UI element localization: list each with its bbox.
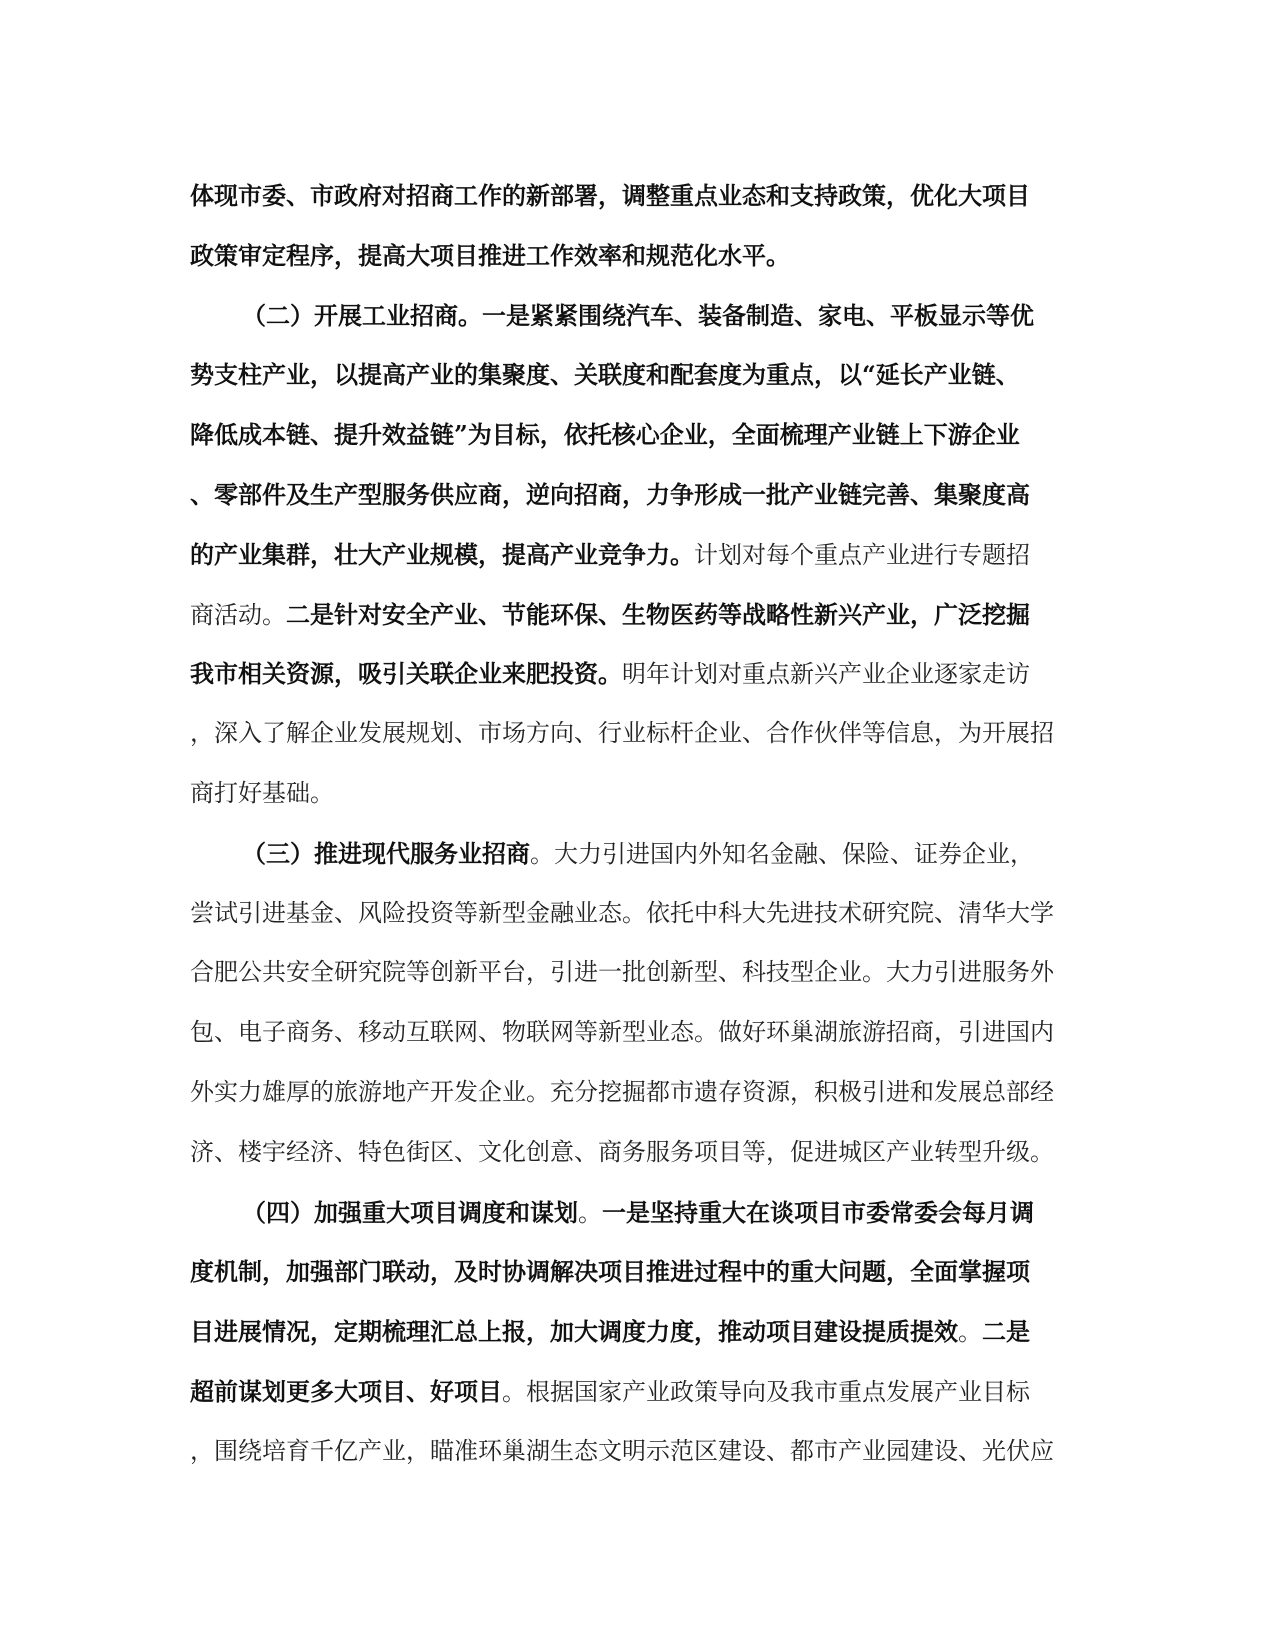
text-line [190,1422,1090,1482]
bold-text-segment: 势支柱产业，以提高产业的集聚度、关联度和配套度为重点，以“延长产业链、 [190,360,1020,390]
regular-text-segment: 明年计划对重点新兴产业企业逐家走访 [622,660,1030,689]
text-line [190,226,1090,286]
text-line [190,166,1090,226]
bold-text-segment: 降低成本链、提升效益链”为目标，依托核心企业，全面梳理产业链上下游企业 [190,420,1020,450]
text-line [190,824,1090,884]
bold-text-segment: 二是针对安全产业、节能环保、生物医药等战略性新兴产业，广泛挖掘 [286,599,1030,629]
bold-text-segment: 我市相关资源，吸引关联企业来肥投资。 [190,659,622,689]
text-line [190,525,1090,585]
text-line [190,1362,1090,1422]
text-line [190,345,1090,405]
text-line [190,704,1090,764]
text-line [190,1123,1090,1183]
bold-text-segment: 超前谋划更多大项目、好项目 [190,1376,502,1406]
text-line [190,943,1090,1003]
regular-text-segment: 包、电子商务、移动互联网、物联网等新型业态。做好环巢湖旅游招商，引进国内 [190,1018,1054,1047]
regular-text-segment: ，深入了解企业发展规划、市场方向、行业标杆企业、合作伙伴等信息，为开展招 [190,719,1054,748]
bold-text-segment: 目进展情况，定期梳理汇总上报，加大调度力度，推动项目建设提质提效 [190,1317,958,1347]
bold-text-segment: 、零部件及生产型服务供应商，逆向招商，力争形成一批产业链完善、集聚度高 [190,479,1030,509]
document-body [190,166,1090,1482]
regular-text-segment: 济、楼宇经济、特色街区、文化创意、商务服务项目等，促进城区产业转型升级。 [190,1137,1054,1166]
text-line [190,286,1090,346]
bold-text-segment: 度机制，加强部门联动，及时协调解决项目推进过程中的重大问题，全面掌握项 [190,1257,1030,1287]
bold-text-segment: （二）开展工业招商。一是紧紧围绕汽车、装备制造、家电、平板显示等优 [242,300,1034,330]
text-line [190,1183,1090,1243]
text-line [190,1003,1090,1063]
text-line [190,644,1090,704]
text-line [190,1242,1090,1302]
regular-text-segment: 商打好基础。 [190,778,334,807]
regular-text-segment: 尝试引进基金、风险投资等新型金融业态。依托中科大先进技术研究院、清华大学 [190,898,1054,927]
text-line [190,405,1090,465]
text-line [190,884,1090,944]
regular-text-segment: 商活动。 [190,600,286,629]
text-line [190,1302,1090,1362]
regular-text-segment: 。根据国家产业政策导向及我市重点发展产业目标 [502,1377,1030,1406]
regular-text-segment: 外实力雄厚的旅游地产开发企业。充分挖掘都市遗存资源，积极引进和发展总部经 [190,1077,1054,1106]
bold-text-segment: 二是 [982,1317,1030,1347]
bold-text-segment: 体现市委、市政府对招商工作的新部署，调整重点业态和支持政策，优化大项目 [190,181,1030,210]
regular-text-segment: 。 [958,1318,982,1347]
text-line [190,764,1090,824]
text-line [190,1063,1090,1123]
regular-text-segment: 。 [578,1198,602,1227]
text-line [190,465,1090,525]
regular-text-segment: 计划对每个重点产业进行专题招 [694,540,1030,569]
text-line [190,585,1090,645]
bold-text-segment: （三）推进现代服务业招商 [242,838,530,868]
bold-text-segment: 政策审定程序，提高大项目推进工作效率和规范化水平。 [190,240,790,270]
regular-text-segment: ，围绕培育千亿产业，瞄准环巢湖生态文明示范区建设、都市产业园建设、光伏应 [190,1436,1054,1465]
regular-text-segment: 。大力引进国内外知名金融、保险、证券企业， [530,839,1034,868]
regular-text-segment: 合肥公共安全研究院等创新平台，引进一批创新型、科技型企业。大力引进服务外 [190,958,1054,987]
bold-text-segment: 一是坚持重大在谈项目市委常委会每月调 [602,1197,1034,1227]
bold-text-segment: 的产业集群，壮大产业规模，提高产业竞争力。 [190,539,694,569]
bold-text-segment: （四）加强重大项目调度和谋划 [242,1197,578,1227]
